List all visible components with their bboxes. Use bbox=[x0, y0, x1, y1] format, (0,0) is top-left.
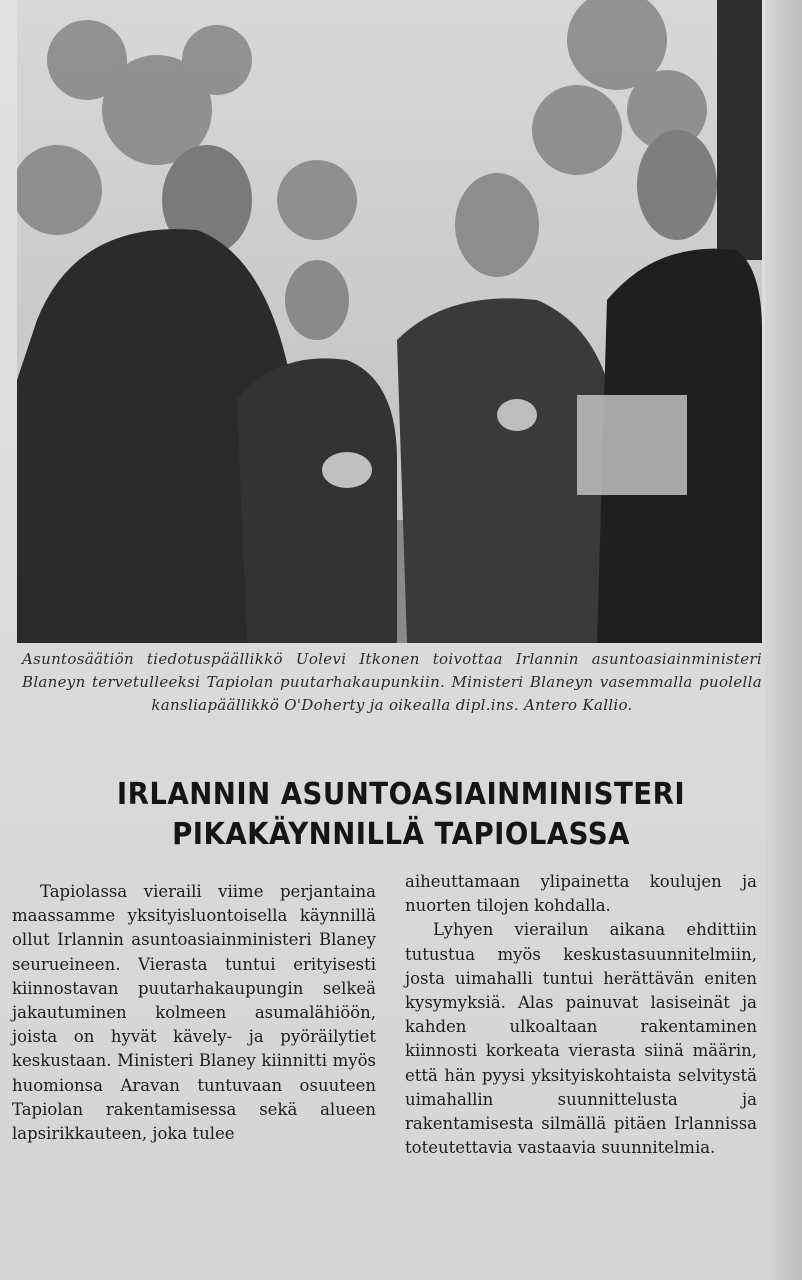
article-paragraph: Lyhyen vierailun aikana ehdittiin tutustua myös keskustasuunnitelmiin, josta uimahalli tuntui herättävän eniten kysymyksiä. Alas painuvat lasiseinät ja kahden ulkoaltaan rakentaminen kiinnosti korkeata vierasta siinä määrin, että hän pyysi yksityiskohtaista selvitystä uimahallin suunnittelusta ja rakentamisesta silmällä pitäen Irlannissa toteutettavia vastaavia suunnitelmia. bbox=[405, 920, 757, 1158]
photo-caption: Asuntosäätiön tiedotuspäällikkö Uolevi Itkonen toivottaa Irlannin asuntoasiainministeri Blaneyn tervetulleeksi Tapiolan puutarhakaupunkiin. Ministeri Blaneyn vasemmalla puolella kansliapäällikkö O'Doherty ja oikealla dipl.ins. Antero Kallio. bbox=[22, 650, 762, 714]
article-paragraph: aiheuttamaan ylipainetta koulujen ja nuorten tilojen kohdalla. bbox=[405, 872, 757, 916]
headline-line-2: PIKAKÄYNNILLÄ TAPIOLASSA bbox=[172, 817, 630, 852]
photo-illustration bbox=[17, 0, 762, 643]
article-column-right bbox=[405, 870, 757, 1160]
article-column-left bbox=[12, 880, 376, 1146]
page-edge-shadow bbox=[765, 0, 802, 1280]
article-headline bbox=[32, 775, 770, 855]
article-paragraph: Tapiolassa vieraili viime perjantaina maassamme yksityisluontoisella käynnillä ollut Irlannin asuntoasiainministeri Blaney seurueineen. Vierasta tuntui erityisesti kiinnostavan puutarhakaupungin selkeä jakautuminen kolmeen asumalähiöön, joista on hyvät kävely- ja pyöräilytiet keskustaan. Ministeri Blaney kiinnitti myös huomionsa Aravan tuntuvaan osuuteen Tapiolan rakentamisessa sekä alueen lapsirikkauteen, joka tulee bbox=[12, 882, 376, 1144]
headline-line-1: IRLANNIN ASUNTOASIAINMINISTERI bbox=[116, 777, 686, 812]
news-photograph bbox=[17, 0, 762, 643]
